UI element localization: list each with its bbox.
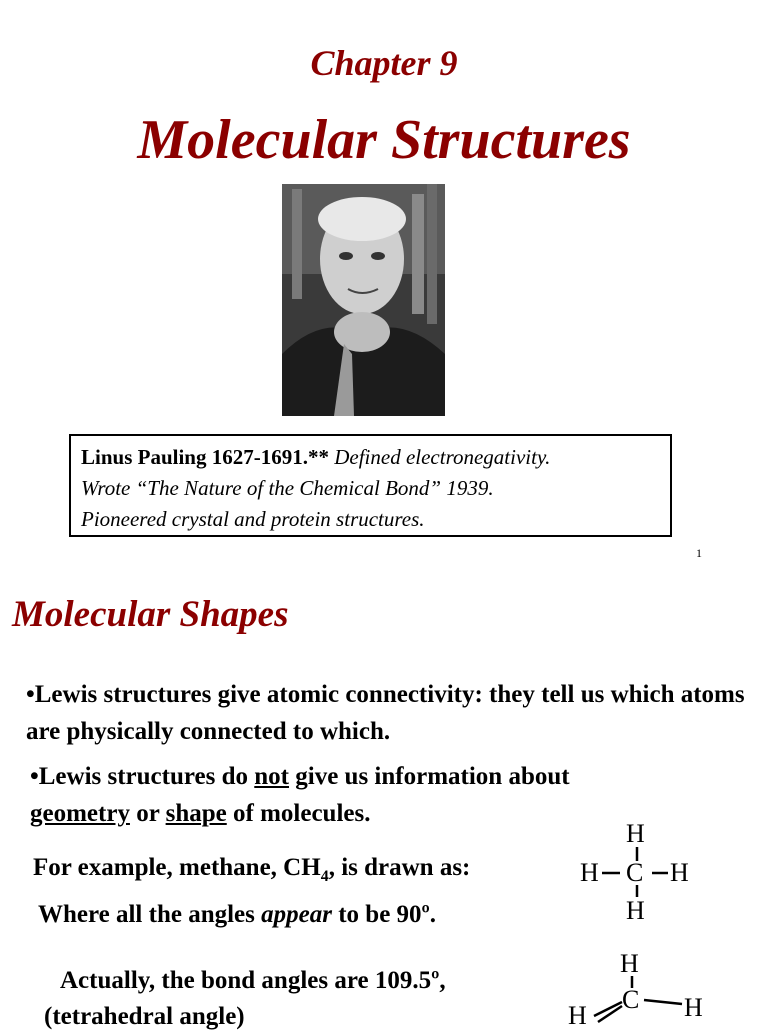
example-text: , is drawn as: — [328, 854, 471, 881]
caption-line-1 — [81, 442, 660, 473]
bond-right — [644, 1000, 682, 1004]
atom-c: C — [626, 858, 644, 887]
atom-h-bottom: H — [626, 896, 645, 925]
example-subscript: 4 — [320, 868, 329, 885]
bullet2-text: or — [129, 800, 166, 827]
methane-tetrahedral-diagram — [560, 946, 720, 1024]
caption-electronegativity: Defined electronegativity. — [328, 445, 551, 469]
atom-h-top: H — [626, 819, 645, 848]
atom-c: C — [622, 985, 640, 1014]
atom-h-left: H — [580, 858, 599, 887]
caption-pioneered: Pioneered crystal and protein structures. — [81, 507, 425, 531]
methane-example — [33, 849, 470, 886]
caption-box — [69, 434, 672, 537]
atom-h-right: H — [670, 858, 689, 887]
caption-name-dates: Linus Pauling 1627-1691.** — [81, 445, 329, 469]
bullet-connectivity: •Lewis structures give atomic connectivity: they tell us which atoms are physically connected to which. — [26, 681, 745, 745]
bullet2-not: not — [254, 763, 289, 790]
caption-line-3 — [81, 504, 660, 535]
angles-text: to be 90º. — [331, 901, 437, 928]
bullet2-text: of molecules. — [226, 800, 371, 827]
example-text: For example, methane, CH — [33, 854, 321, 881]
bullet2-text: •Lewis structures do — [30, 763, 255, 790]
angles-appear: appear — [261, 901, 332, 928]
angles-statement — [38, 896, 436, 933]
caption-book: Wrote “The Nature of the Chemical Bond” 1939. — [81, 476, 494, 500]
atom-h-right: H — [684, 993, 703, 1022]
bullet2-text: give us information about — [289, 763, 570, 790]
portrait-photo — [282, 184, 445, 416]
methane-lewis-diagram — [572, 815, 702, 935]
angles-text: Where all the angles — [38, 901, 262, 928]
bullet2-geometry: geometry — [30, 800, 130, 827]
slide-number: 1 — [696, 546, 702, 560]
bullet2-shape: shape — [165, 800, 227, 827]
slide-title: Molecular Structures — [137, 109, 631, 171]
section-title: Molecular Shapes — [12, 594, 289, 635]
caption-line-2 — [81, 473, 660, 504]
actual-angles: Actually, the bond angles are 109.5º, — [60, 967, 446, 994]
chapter-heading: Chapter 9 — [310, 43, 458, 83]
atom-h-left: H — [568, 1001, 587, 1024]
tetrahedral-note: (tetrahedral angle) — [44, 1003, 245, 1030]
atom-h-top: H — [620, 949, 639, 978]
